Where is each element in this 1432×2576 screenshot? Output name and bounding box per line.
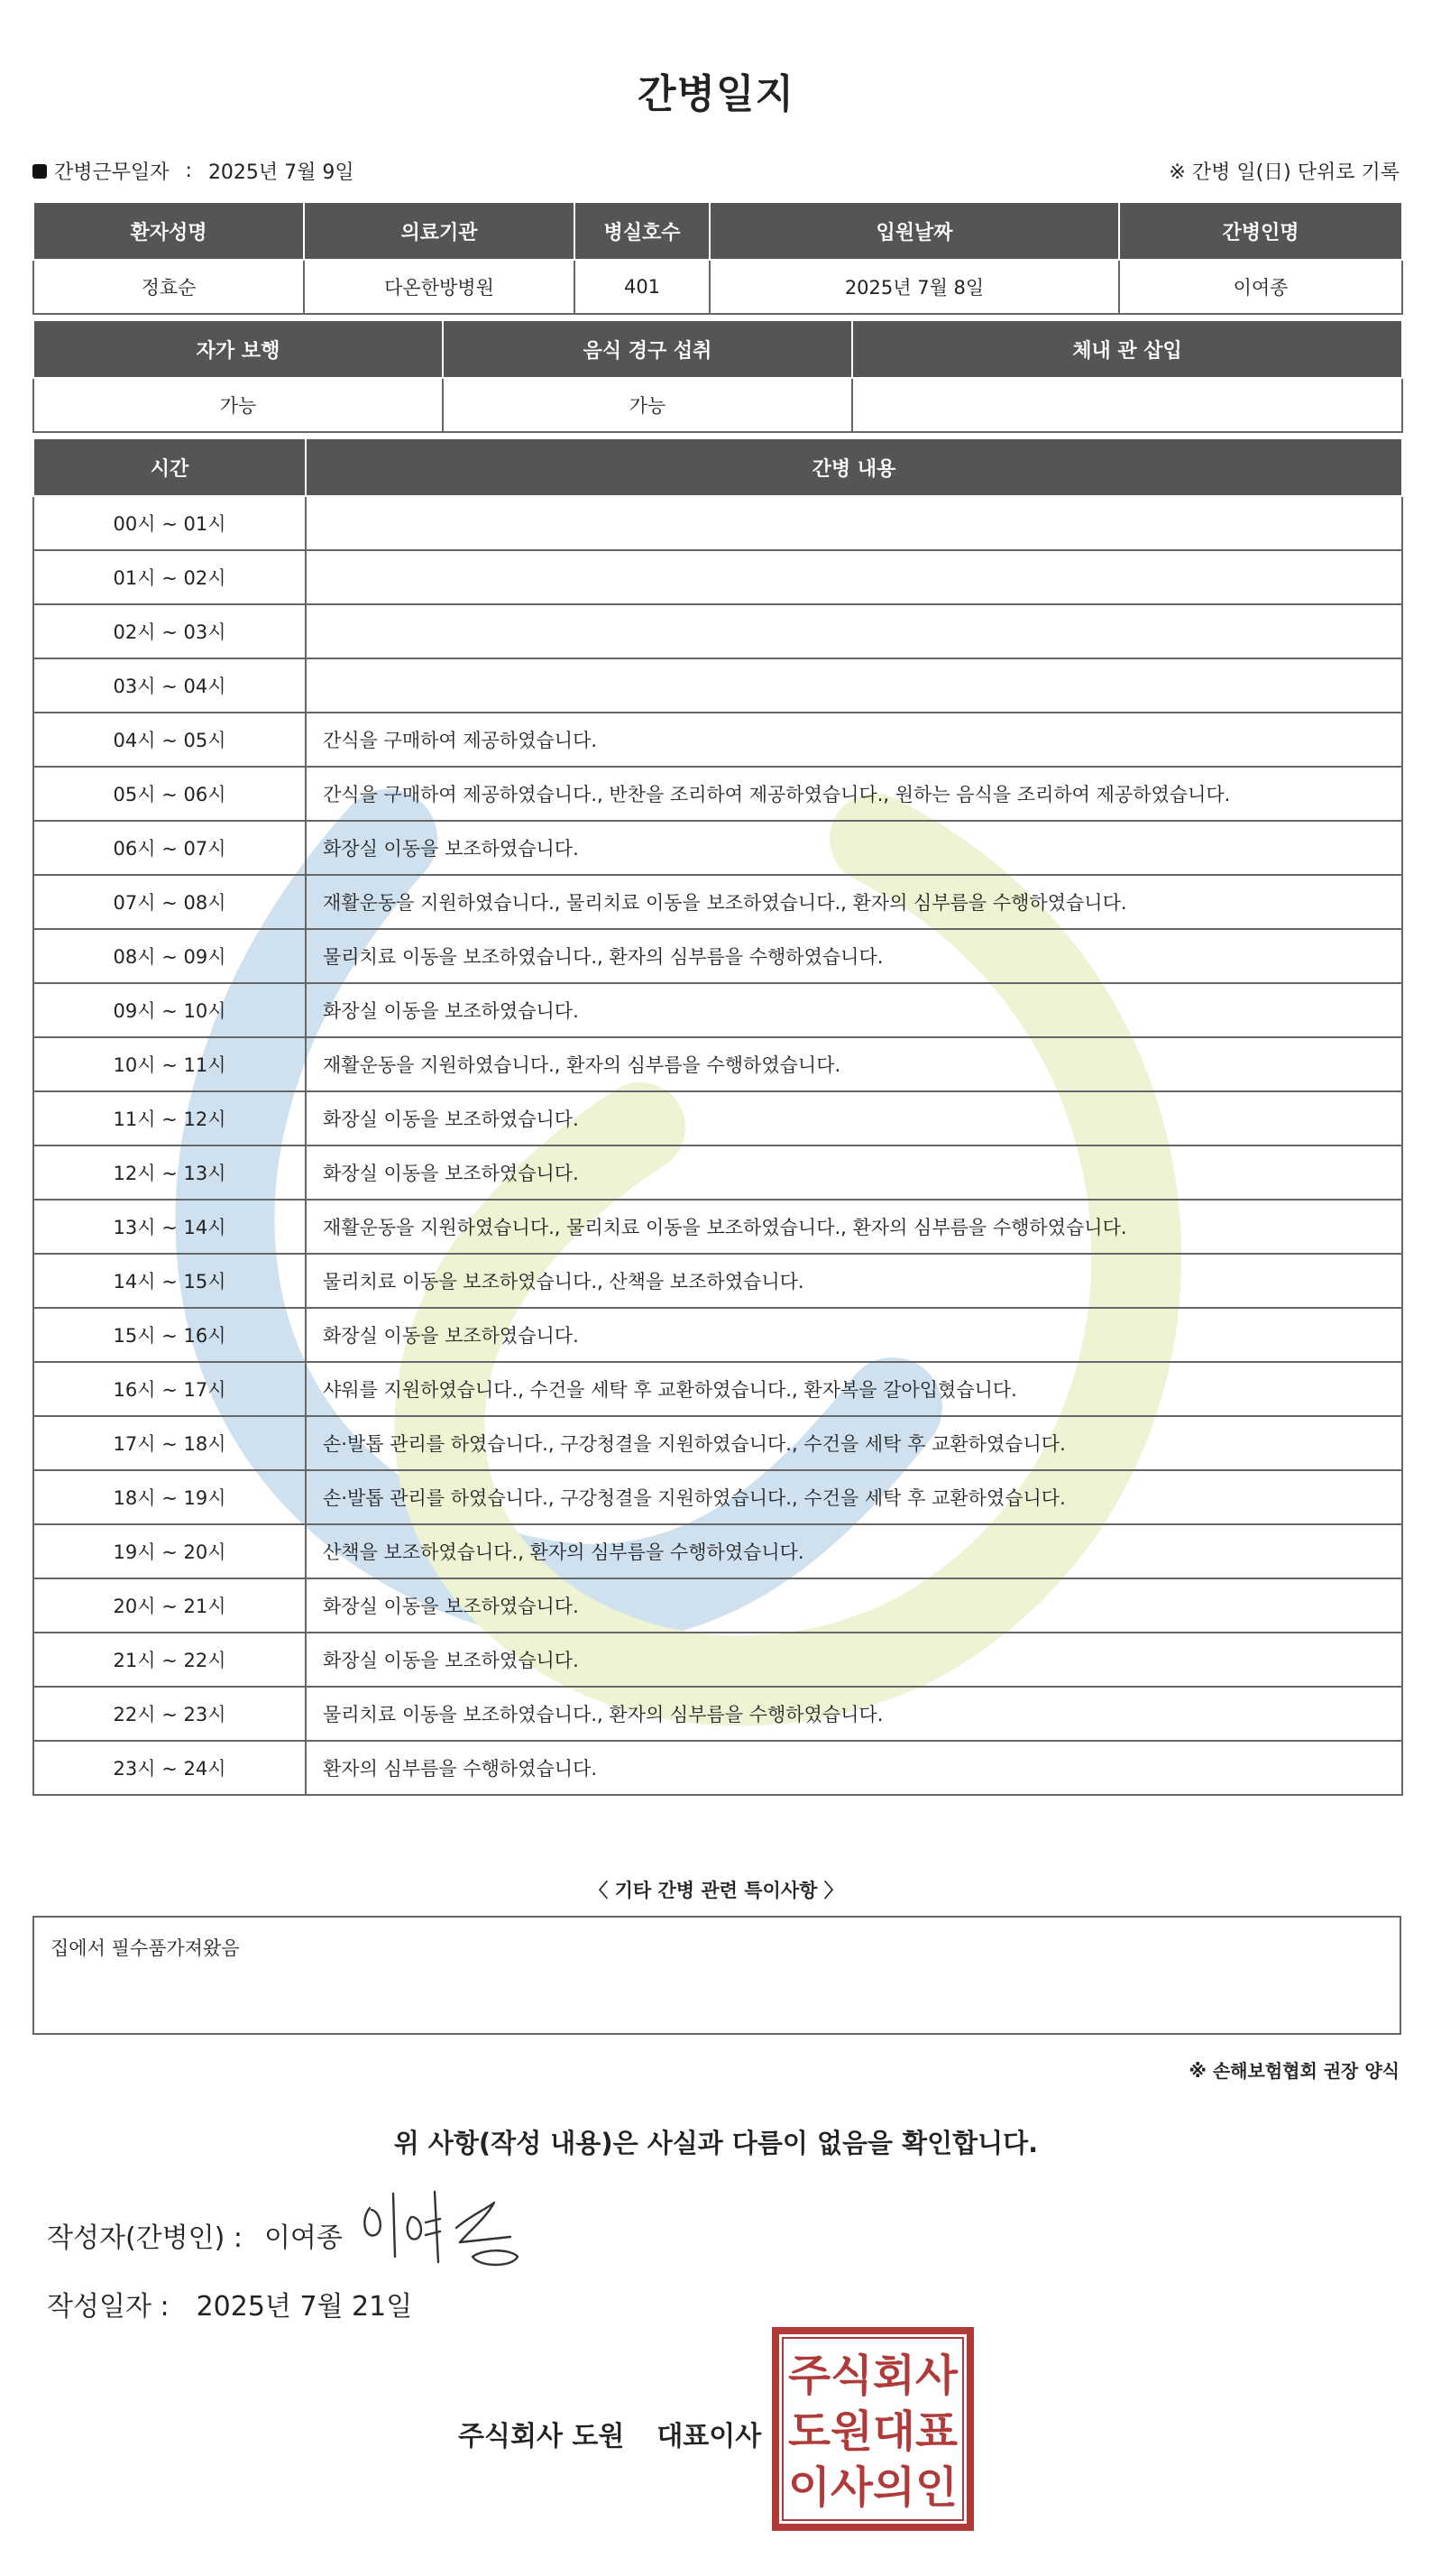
record-note: ※ 간병 일(日) 단위로 기록 — [1169, 161, 1400, 184]
care-time-cell: 16시 ~ 17시 — [33, 1362, 306, 1416]
walking-value: 가능 — [33, 378, 443, 432]
page-title: 간병일지 — [637, 71, 794, 117]
care-content-cell — [306, 550, 1402, 604]
patient-status-table — [32, 319, 1403, 433]
care-content-cell: 손·발톱 관리를 하였습니다., 구강청결을 지원하였습니다., 수건을 세탁 후 교환하였습니다. — [306, 1470, 1402, 1524]
care-time-cell: 01시 ~ 02시 — [33, 550, 306, 604]
header-time: 시간 — [33, 438, 306, 496]
care-log-row — [33, 1091, 1402, 1145]
care-time-cell: 20시 ~ 21시 — [33, 1578, 306, 1633]
hospital-name: 다온한방병원 — [304, 260, 574, 314]
remarks-heading: 〈 기타 간병 관련 특이사항 〉 — [589, 1880, 843, 1901]
care-header-row — [33, 438, 1402, 496]
care-time-cell: 07시 ~ 08시 — [33, 875, 306, 929]
tube-insertion-value — [852, 378, 1402, 432]
company-name: 주식회사 도원 — [458, 2421, 625, 2452]
header-walking: 자가 보행 — [33, 320, 443, 378]
care-log-table — [32, 437, 1403, 1796]
care-content-cell: 화장실 이동을 보조하였습니다. — [306, 1578, 1402, 1633]
header-care-content: 간병 내용 — [306, 438, 1402, 496]
care-content-cell: 재활운동을 지원하였습니다., 물리치료 이동을 보조하였습니다., 환자의 심부름을 수행하였습니다. — [306, 875, 1402, 929]
care-content-cell: 환자의 심부름을 수행하였습니다. — [306, 1741, 1402, 1795]
care-log-row — [33, 1416, 1402, 1470]
caregiver-name: 이여종 — [1119, 260, 1402, 314]
care-time-cell: 02시 ~ 03시 — [33, 604, 306, 658]
care-time-cell: 05시 ~ 06시 — [33, 767, 306, 821]
care-log-row — [33, 929, 1402, 983]
patient-value-row — [33, 260, 1402, 314]
header-caregiver: 간병인명 — [1119, 202, 1402, 260]
care-time-cell: 13시 ~ 14시 — [33, 1200, 306, 1254]
care-time-cell: 12시 ~ 13시 — [33, 1145, 306, 1200]
care-log-row — [33, 1470, 1402, 1524]
care-time-cell: 09시 ~ 10시 — [33, 983, 306, 1037]
work-date-line — [32, 157, 354, 185]
care-time-cell: 00시 ~ 01시 — [33, 496, 306, 550]
care-content-cell: 산책을 보조하였습니다., 환자의 심부름을 수행하였습니다. — [306, 1524, 1402, 1578]
patient-info-table — [32, 201, 1403, 315]
work-date-separator: : — [185, 160, 192, 182]
form-note: ※ 손해보험협회 권장 양식 — [1189, 2060, 1400, 2082]
care-log-row — [33, 496, 1402, 550]
care-log-row — [33, 821, 1402, 875]
care-content-cell: 재활운동을 지원하였습니다., 물리치료 이동을 보조하였습니다., 환자의 심부름을 수행하였습니다. — [306, 1200, 1402, 1254]
status-value-row — [33, 378, 1402, 432]
remarks-text: 집에서 필수품가져왔음 — [50, 1937, 240, 1959]
care-time-cell: 19시 ~ 20시 — [33, 1524, 306, 1578]
care-content-cell — [306, 658, 1402, 713]
care-log-row — [33, 1308, 1402, 1362]
care-log-row — [33, 767, 1402, 821]
care-log-row — [33, 875, 1402, 929]
work-date-value: 2025년 7월 9일 — [207, 161, 354, 184]
care-log-row — [33, 1254, 1402, 1308]
care-time-cell: 21시 ~ 22시 — [33, 1633, 306, 1687]
oral-intake-value: 가능 — [443, 378, 852, 432]
care-log-row — [33, 1362, 1402, 1416]
care-log-row — [33, 1200, 1402, 1254]
care-content-cell: 간식을 구매하여 제공하였습니다. — [306, 713, 1402, 767]
care-content-cell: 화장실 이동을 보조하였습니다. — [306, 983, 1402, 1037]
seal-text-line: 이사의인 — [788, 2462, 958, 2513]
patient-name: 정효순 — [33, 260, 304, 314]
care-content-cell: 물리치료 이동을 보조하였습니다., 환자의 심부름을 수행하였습니다. — [306, 929, 1402, 983]
writer-label: 작성자(간병인) : — [47, 2222, 243, 2254]
seal-text-line: 주식회사 — [788, 2351, 959, 2401]
admission-date: 2025년 7월 8일 — [710, 260, 1119, 314]
care-log-body — [33, 496, 1402, 1795]
patient-header-row — [33, 202, 1402, 260]
care-content-cell: 물리치료 이동을 보조하였습니다., 환자의 심부름을 수행하였습니다. — [306, 1687, 1402, 1741]
write-date-line — [47, 2284, 412, 2323]
writer-name: 이여종 — [263, 2222, 343, 2254]
care-content-cell: 재활운동을 지원하였습니다., 환자의 심부름을 수행하였습니다. — [306, 1037, 1402, 1091]
care-time-cell: 15시 ~ 16시 — [33, 1308, 306, 1362]
care-log-row — [33, 1741, 1402, 1795]
header-admission-date: 입원날짜 — [710, 202, 1119, 260]
care-log-row — [33, 1037, 1402, 1091]
care-log-row — [33, 1578, 1402, 1633]
company-role: 대표이사 — [656, 2421, 762, 2452]
company-line — [458, 2414, 761, 2453]
care-time-cell: 22시 ~ 23시 — [33, 1687, 306, 1741]
care-time-cell: 06시 ~ 07시 — [33, 821, 306, 875]
write-date-label: 작성일자 : — [47, 2291, 170, 2323]
care-log-row — [33, 604, 1402, 658]
handwritten-signature — [359, 2183, 530, 2273]
write-date-value: 2025년 7월 21일 — [196, 2291, 413, 2323]
care-log-row — [33, 1145, 1402, 1200]
care-content-cell: 간식을 구매하여 제공하였습니다., 반찬을 조리하여 제공하였습니다., 원하는 음식을 조리하여 제공하였습니다. — [306, 767, 1402, 821]
header-tube-insertion: 체내 관 삽입 — [852, 320, 1402, 378]
care-time-cell: 14시 ~ 15시 — [33, 1254, 306, 1308]
confirmation-statement: 위 사항(작성 내용)은 사실과 다름이 없음을 확인합니다. — [393, 2128, 1039, 2158]
care-time-cell: 03시 ~ 04시 — [33, 658, 306, 713]
care-log-row — [33, 1633, 1402, 1687]
care-log-row — [33, 1524, 1402, 1578]
care-time-cell: 17시 ~ 18시 — [33, 1416, 306, 1470]
care-time-cell: 10시 ~ 11시 — [33, 1037, 306, 1091]
work-date-label: 간병근무일자 — [54, 161, 170, 184]
care-content-cell — [306, 496, 1402, 550]
care-content-cell — [306, 604, 1402, 658]
care-time-cell: 23시 ~ 24시 — [33, 1741, 306, 1795]
seal-text-line: 도원대표 — [788, 2406, 959, 2457]
care-content-cell: 화장실 이동을 보조하였습니다. — [306, 1308, 1402, 1362]
care-log-row — [33, 658, 1402, 713]
room-number: 401 — [574, 260, 710, 314]
header-room: 병실호수 — [574, 202, 710, 260]
remarks-box — [32, 1916, 1401, 2035]
care-content-cell: 화장실 이동을 보조하였습니다. — [306, 1633, 1402, 1687]
care-log-row — [33, 713, 1402, 767]
care-content-cell: 화장실 이동을 보조하였습니다. — [306, 821, 1402, 875]
care-time-cell: 11시 ~ 12시 — [33, 1091, 306, 1145]
care-time-cell: 08시 ~ 09시 — [33, 929, 306, 983]
care-time-cell: 04시 ~ 05시 — [33, 713, 306, 767]
care-content-cell: 샤워를 지원하였습니다., 수건을 세탁 후 교환하였습니다., 환자복을 갈아입혔습니다. — [306, 1362, 1402, 1416]
status-header-row — [33, 320, 1402, 378]
care-content-cell: 화장실 이동을 보조하였습니다. — [306, 1145, 1402, 1200]
header-hospital: 의료기관 — [304, 202, 574, 260]
care-content-cell: 손·발톱 관리를 하였습니다., 구강청결을 지원하였습니다., 수건을 세탁 후 교환하였습니다. — [306, 1416, 1402, 1470]
care-content-cell: 화장실 이동을 보조하였습니다. — [306, 1091, 1402, 1145]
square-bullet-icon — [32, 164, 47, 179]
header-patient-name: 환자성명 — [33, 202, 304, 260]
care-log-row — [33, 1687, 1402, 1741]
company-seal-stamp — [772, 2327, 974, 2531]
header-oral-intake: 음식 경구 섭취 — [443, 320, 852, 378]
care-log-row — [33, 983, 1402, 1037]
care-content-cell: 물리치료 이동을 보조하였습니다., 산책을 보조하였습니다. — [306, 1254, 1402, 1308]
care-time-cell: 18시 ~ 19시 — [33, 1470, 306, 1524]
care-log-row — [33, 550, 1402, 604]
writer-line — [47, 2215, 343, 2255]
